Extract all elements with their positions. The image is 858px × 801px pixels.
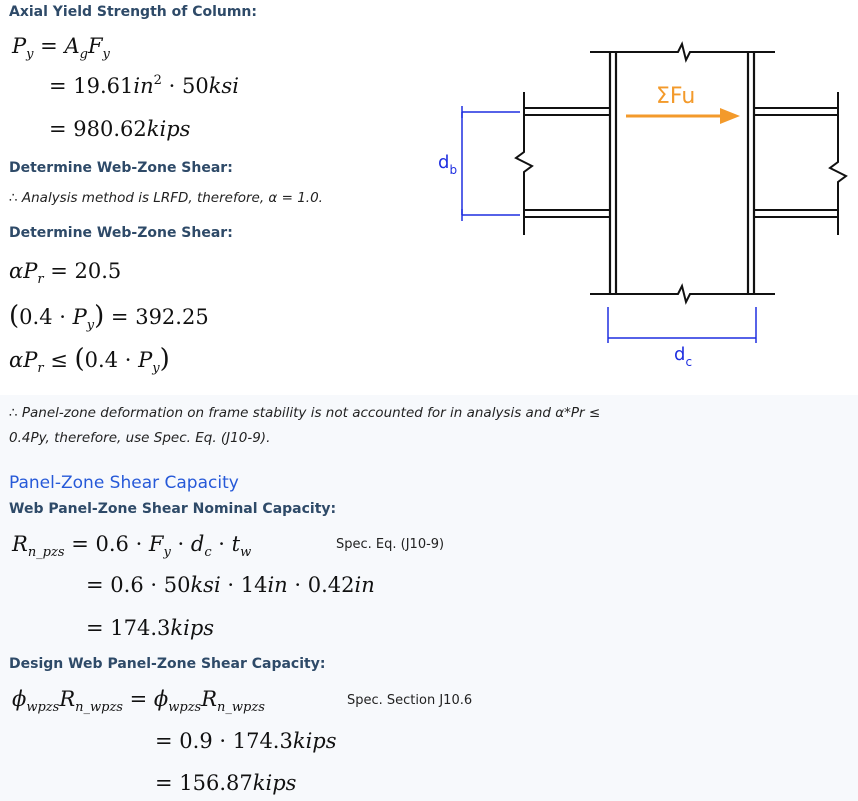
web-zone-heading-1: Determine Web-Zone Shear: xyxy=(9,160,233,176)
nominal-eq-2: = 0.6 · 50ksi · 14in · 0.42in xyxy=(86,573,375,597)
nominal-eq-1: $R_{n\_pzs} = 0.6 \cdot F_y \cdot d_c \cdot t_w$ xyxy=(12,532,252,560)
design-capacity-heading: Design Web Panel-Zone Shear Capacity: xyxy=(9,656,326,672)
design-eq-1: $\phi_{wpzs}R_{n\_wpzs} = \phi_{wpzs}R_{n\_wpzs}$ xyxy=(12,687,265,715)
axial-eq-3: = 980.62kips xyxy=(49,117,191,141)
conclusion-line-1: ∴ Panel-zone deformation on frame stability is not accounted for in analysis and α*Pr ≤ xyxy=(9,405,601,421)
lrfd-note: ∴ Analysis method is LRFD, therefore, α = 1.0. xyxy=(9,190,323,206)
force-arrow-icon xyxy=(720,108,740,124)
axial-yield-heading: Axial Yield Strength of Column: xyxy=(9,4,258,20)
nominal-spec-ref: Spec. Eq. (J10-9) xyxy=(336,537,445,552)
panel-zone-title: Panel-Zone Shear Capacity xyxy=(9,473,239,493)
web-zone-heading-2: Determine Web-Zone Shear: xyxy=(9,225,233,241)
webzone-eq-1: $\alpha P_r = 20.5$ xyxy=(9,259,122,287)
webzone-eq-2: $(0.4 \cdot P_y) = 392.25$ xyxy=(9,301,209,333)
design-spec-ref: Spec. Section J10.6 xyxy=(347,693,473,708)
nominal-eq-3: = 174.3kips xyxy=(86,616,215,640)
right-beam-break xyxy=(830,92,846,235)
dc-label: $d_c$ xyxy=(674,344,693,369)
webzone-eq-3: $\alpha P_r \le (0.4 \cdot P_y)$ xyxy=(9,344,170,376)
left-beam-break xyxy=(516,92,532,235)
db-label: $d_b$ xyxy=(438,152,458,177)
design-eq-3: = 156.87kips xyxy=(155,771,297,795)
conclusion-line-2: 0.4Py, therefore, use Spec. Eq. (J10-9). xyxy=(9,430,271,446)
axial-eq-1: $P_y = A_gF_y$ xyxy=(12,34,110,62)
nominal-capacity-heading: Web Panel-Zone Shear Nominal Capacity: xyxy=(9,501,337,517)
axial-eq-2: = $19.61in^2 \cdot 50ksi$ xyxy=(49,73,239,98)
design-eq-2: = 0.9 · 174.3kips xyxy=(155,729,337,753)
force-label: ΣFu xyxy=(656,84,696,109)
panel-zone-diagram xyxy=(420,30,858,380)
